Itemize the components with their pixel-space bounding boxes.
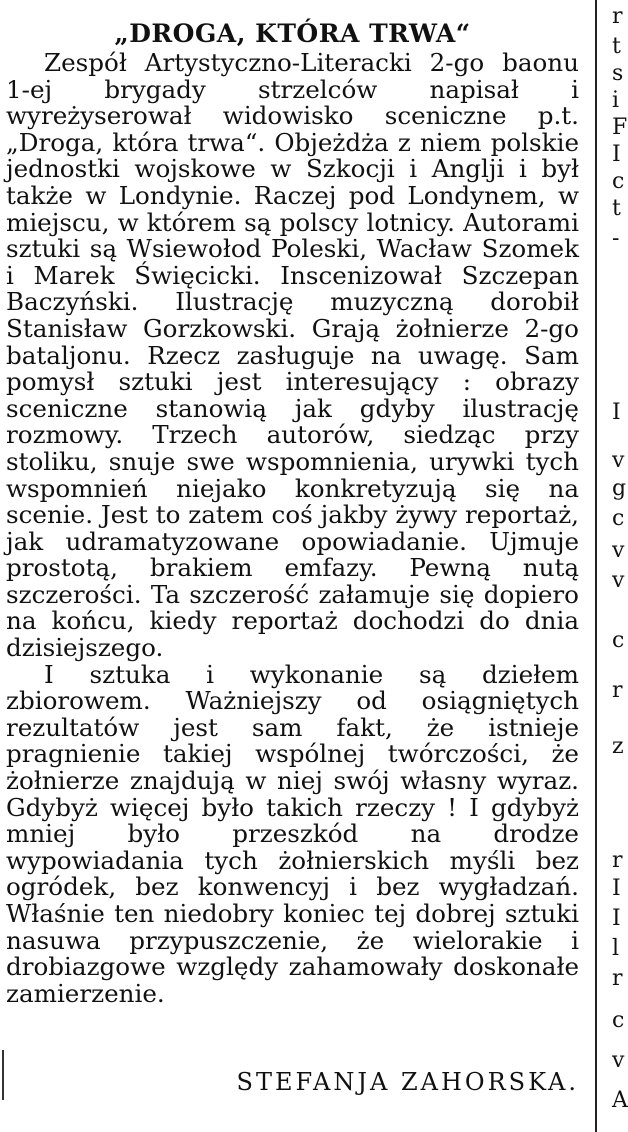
adjacent-glyph: I xyxy=(612,142,621,167)
adjacent-glyph: l xyxy=(612,936,620,961)
article-column xyxy=(6,18,579,1096)
article-paragraph-1: Zespół Artystyczno-Literacki 2-go baonu 1-ej brygady strzelców napisał i wyreżyserował widowisko sceniczne p.t. „Droga, która trwa“. Objeżdża z niem polskie jednostki wojskowe w Szkocji i Anglji i był także w Londynie. Raczej pod Londynem, w miejscu, w którem są polscy lotnicy. Autorami sztuki są Wsiewołod Poleski, Wacław Szomek i Marek Święcicki. Inscenizował Szczepan Baczyński. Ilustrację muzyczną dorobił Stanisław Gorzkowski. Grają żołnierze 2-go bataljonu. Rzecz zasługuje na uwagę. Sam pomysł sztuki jest interesujący : obrazy sceniczne stanowią jak gdyby ilustrację rozmowy. Trzech autorów, siedząc przy stoliku, snuje swe wspomnienia, urywki tych wspomnień niejako konkretyzują się na scenie. Jest to zatem coś jakby żywy reportaż, jak udramatyzowane opowiadanie. Ujmuje prostotą, brakiem emfazy. Pewną nutą szczerości. Ta szczerość załamuje się dopiero na końcu, kiedy reportaż dochodzi do dnia dzisiejszego. xyxy=(6,48,579,663)
adjacent-glyph: v xyxy=(612,538,625,563)
adjacent-glyph: t xyxy=(612,34,621,59)
adjacent-glyph: F xyxy=(612,115,628,140)
adjacent-glyph: r xyxy=(612,4,623,29)
adjacent-glyph: r xyxy=(612,966,623,991)
adjacent-column-fragment xyxy=(604,0,628,1132)
adjacent-glyph: v xyxy=(612,448,625,473)
adjacent-glyph: c xyxy=(612,628,625,653)
column-rule-left xyxy=(2,1050,4,1100)
adjacent-glyph: c xyxy=(612,506,625,531)
adjacent-glyph: I xyxy=(612,906,621,931)
adjacent-glyph: s xyxy=(612,61,624,86)
adjacent-glyph: A xyxy=(612,1088,628,1113)
article-body xyxy=(6,50,579,1007)
adjacent-glyph: g xyxy=(612,476,627,501)
adjacent-glyph: z xyxy=(612,734,624,759)
adjacent-glyph: I xyxy=(612,400,621,425)
adjacent-glyph: r xyxy=(612,678,623,703)
adjacent-glyph: t xyxy=(612,196,621,221)
article-title: „DROGA, KTÓRA TRWA“ xyxy=(114,19,471,48)
adjacent-glyph: c xyxy=(612,169,625,194)
adjacent-glyph: v xyxy=(612,568,625,593)
adjacent-glyph: - xyxy=(612,226,620,251)
article-author: STEFANJA ZAHORSKA. xyxy=(236,1068,579,1096)
adjacent-glyph: r xyxy=(612,848,623,873)
column-rule-right xyxy=(595,0,597,1132)
adjacent-glyph: I xyxy=(612,876,621,901)
adjacent-glyph: i xyxy=(612,88,620,113)
article-paragraph-2: I sztuka i wykonanie są dziełem zbiorowem. Ważniejszy od osiągniętych rezultatów jest sam fakt, że istnieje pragnienie takiej wspólnej twórczości, że żołnierze znajdują w niej swój własny wyraz. Gdybyż więcej było takich rzeczy ! I gdybyż mniej było przeszkód na drodze wypowiadania tych żołnierskich myśli bez ogródek, bez konwencyj i bez wygładzań. Właśnie ten niedobry koniec tej dobrej sztuki nasuwa przypuszczenie, że wielorakie i drobiazgowe względy zahamowały doskonałe zamierzenie. xyxy=(6,659,579,1008)
adjacent-glyph: c xyxy=(612,1008,625,1033)
adjacent-glyph: v xyxy=(612,1048,625,1073)
